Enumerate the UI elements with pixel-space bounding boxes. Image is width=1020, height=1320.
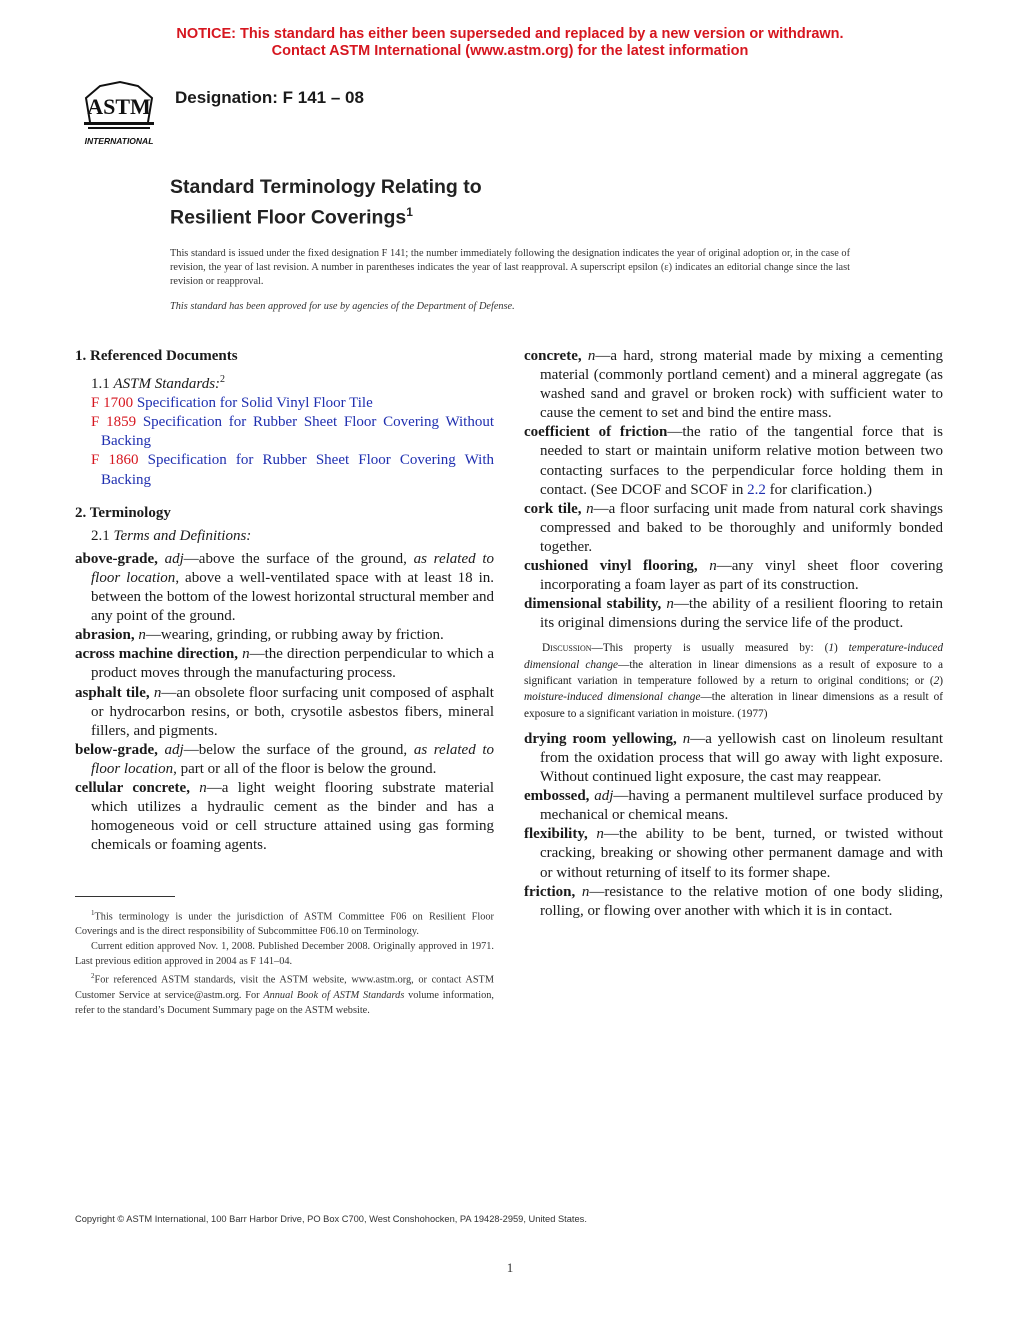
term-entry: cellular concrete, n—a light weight flooring substrate material which utilizes a hydraulic cement as the binder and has a homogeneous void or cell structure attained using gas forming chemicals or foaming agents. xyxy=(75,779,494,854)
notice-line-1: NOTICE: This standard has either been superseded and replaced by a new version or withdrawn. xyxy=(176,26,844,42)
footnotes xyxy=(75,906,494,1018)
copyright: Copyright © ASTM International, 100 Barr Harbor Drive, PO Box C700, West Conshohocken, PA 19428-2959, United States. xyxy=(75,1214,587,1224)
term-entry: across machine direction, n—the direction perpendicular to which a product moves through the manufacturing process. xyxy=(75,646,495,682)
ref-f1700[interactable]: F 1700 Specification for Solid Vinyl Floor Tile xyxy=(91,395,373,412)
designation: Designation: F 141 – 08 xyxy=(175,88,364,107)
title-footnote-mark: 1 xyxy=(406,205,413,219)
term-entry: flexibility, n—the ability to be bent, turned, or twisted without cracking, breaking or showing other permanent damage and with or without returning of itself to its former shape. xyxy=(524,826,943,881)
term-entry: cork tile, n—a floor surfacing unit made from natural cork shavings compressed and baked to be thoroughly and uniformly bonded together. xyxy=(524,500,943,555)
footnote-1-edition: Current edition approved Nov. 1, 2008. Published December 2008. Originally approved in 1971. Last previous edition approved in 2004 as F 141–04. xyxy=(75,941,494,968)
page-title xyxy=(170,175,482,231)
notice-line-2: Contact ASTM International (www.astm.org) for the latest information xyxy=(271,43,749,59)
term-entry: concrete, n—a hard, strong material made by mixing a cementing material (commonly portland cement) and a mineral aggregate (as washed sand and gravel or broken rock) with sufficient water to cause the cement to set and bind the entire mass. xyxy=(524,348,943,422)
term-entry: cushioned vinyl flooring, n—any vinyl sheet floor covering incorporating a foam layer as part of its construction. xyxy=(524,558,944,594)
section-2-heading: 2. Terminology xyxy=(75,504,171,521)
term-entry: below-grade, adj—below the surface of the ground, as related to floor location, part or all of the floor is below the ground. xyxy=(75,741,494,777)
subsection-2-1: 2.1 Terms and Definitions: xyxy=(91,527,252,544)
astm-logo-text: ASTM xyxy=(87,94,151,119)
title-line-1: Standard Terminology Relating to xyxy=(170,176,482,198)
term-entry: dimensional stability, n—the ability of a resilient flooring to retain its original dimensions during the service life of the product. xyxy=(524,596,943,632)
subsection-1-1: 1.1 ASTM Standards:$^2$ xyxy=(91,374,226,393)
term-entry: coefficient of friction—the ratio of the tangential force that is needed to start or maintain uniform relative motion between two contacting surfaces to the perpendicular force holding them in contact. (See DCOF and SCOF in 2.2 for clarification.) xyxy=(524,424,943,498)
section-1-heading: 1. Referenced Documents xyxy=(75,348,238,364)
dod-approval-note: This standard has been approved for use by agencies of the Department of Defense. xyxy=(170,301,515,312)
ref-f1859[interactable]: F 1859 Specification for Rubber Sheet Floor Covering Without Backing xyxy=(91,414,495,450)
right-column xyxy=(524,347,943,921)
term-entry: drying room yellowing, n—a yellowish cast on linoleum resultant from the oxidation process that will go away with light exposure. Without continued light exposure, the cast may reappear. xyxy=(524,730,943,786)
title-line-2: Resilient Floor Coverings$^1$ xyxy=(170,205,413,229)
astm-logo xyxy=(76,78,162,148)
section-link[interactable]: 2.2 xyxy=(747,481,766,498)
page-number: 1 xyxy=(506,1260,514,1275)
superseded-notice xyxy=(0,26,1020,60)
term-entry: asphalt tile, n—an obsolete floor surfacing unit composed of asphalt or hydrocarbon resins, or both, crysotile asbestos fibers, mineral fillers, and pigments. xyxy=(75,684,494,739)
term-entry: friction, n—resistance to the relative motion of one body sliding, rolling, or flowing over another with which it is in contact. xyxy=(524,883,943,919)
footnote-1: $^1$This terminology is under the jurisdiction of ASTM Committee F06 on Resilient Floor Coverings and is the direct responsibility of Subcommittee F06.10 on Terminology. xyxy=(75,909,494,938)
preamble: This standard is issued under the fixed designation F 141; the number immediately following the designation indicates the year of original adoption or, in the case of revision, the year of last revision. A number in parentheses indicates the year of last reapproval. A superscript epsilon (ε) indicates an editorial change since the last revision or reapproval. xyxy=(170,248,850,287)
footnote-divider xyxy=(75,896,175,897)
term-entry: above-grade, adj—above the surface of the ground, as related to floor location, above a well-ventilated space with at least 18 in. between the bottom of the lowest horizontal structural member and any point of the ground. xyxy=(75,550,494,625)
term-entry: abrasion, n—wearing, grinding, or rubbing away by friction. xyxy=(75,627,444,644)
ref-f1860[interactable]: F 1860 Specification for Rubber Sheet Floor Covering With Backing xyxy=(91,452,495,488)
footnote-2: $^2$For referenced ASTM standards, visit the ASTM website, www.astm.org, or contact ASTM Customer Service at service@astm.org. For Annual Book of ASTM Standards volume information, refer to the standard’s Document Summary page on the ASTM website. xyxy=(75,972,494,1016)
discussion-note: Discussion—This property is usually measured by: (1) temperature-induced dimensional change—the alteration in linear dimensions as a result of exposure to a significant variation in temperature followed by a return to original conditions; or (2) moisture-induced dimensional change—the alteration in linear dimensions as a result of exposure to a significant variation in moisture. (1977) xyxy=(524,642,944,720)
left-column xyxy=(75,347,494,855)
astm-logo-subtext: INTERNATIONAL xyxy=(84,136,154,146)
term-entry: embossed, adj—having a permanent multilevel surface produced by mechanical or chemical means. xyxy=(524,788,943,824)
